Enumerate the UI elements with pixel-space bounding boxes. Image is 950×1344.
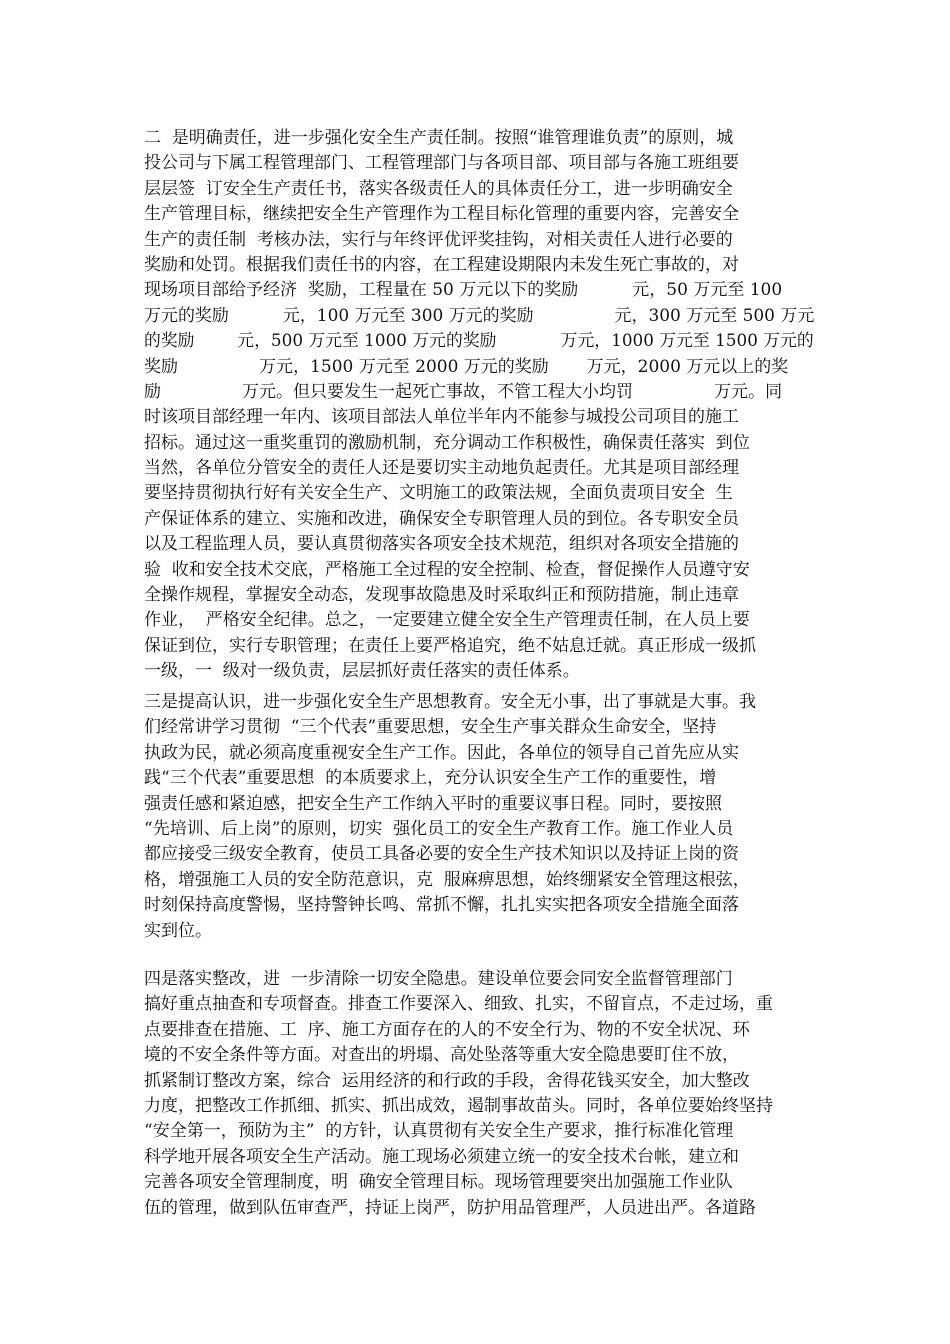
text-line: 以及工程监理人员，要认真贯彻落实各项安全技术规范，组织对各项安全措施的 xyxy=(144,534,739,555)
text-line: 万元的奖励 元，100 万元至 300 万元的奖励 元，300 万元至 500 万元 xyxy=(144,305,815,326)
text-line: 作业， 严格安全纪律。总之，一定要建立健全安全生产管理责任制，在人员上要 xyxy=(144,610,750,631)
text-line: 四是落实整改，进 一步清除一切安全隐患。建设单位要会同安全监督管理部门 xyxy=(144,969,733,989)
text-line: 力度，把整改工作抓细、抓实、抓出成效，遏制事故苗头。同时，各单位要始终坚持 xyxy=(144,1095,773,1116)
text-line: 强责任感和紧迫感，把安全生产工作纳入平时的重要议事日程。同时，要按照 xyxy=(144,793,722,814)
text-line: 伍的管理，做到队伍审查严，持证上岗严，防护用品管理严，人员进出严。各道路 xyxy=(144,1197,756,1218)
text-line: 搞好重点抽查和专项督查。排查工作要深入、细致、扎实，不留盲点，不走过场，重 xyxy=(144,994,773,1015)
text-line: 验 收和安全技术交底，严格施工全过程的安全控制、检查，督促操作人员遵守安 xyxy=(144,559,750,580)
paragraph-awareness xyxy=(144,690,814,944)
text-line: 生产管理目标，继续把安全生产管理作为工程目标化管理的重要内容，完善安全 xyxy=(144,204,739,225)
text-line: 招标。通过这一重奖重罚的激励机制，充分调动工作积极性，确保责任落实 到位 xyxy=(144,432,750,453)
text-line: “先培训、后上岗”的原则，切实 强化员工的安全生产教育工作。施工作业人员 xyxy=(144,818,734,839)
paragraph-rectification xyxy=(144,967,814,1221)
text-line: 奖励 万元，1500 万元至 2000 万元的奖励 万元，2000 万元以上的奖 xyxy=(144,356,789,377)
text-line: 执政为民，就必须高度重视安全生产工作。因此，各单位的领导自己首先应从实 xyxy=(144,742,739,763)
text-line: 产保证体系的建立、实施和改进，确保安全专职管理人员的到位。各专职安全员 xyxy=(144,508,739,529)
text-line: 保证到位，实行专职管理；在责任上要严格追究，绝不姑息迁就。真正形成一级抓 xyxy=(144,635,756,656)
text-line: 全操作规程，掌握安全动态，发现事故隐患及时采取纠正和预防措施，制止违章 xyxy=(144,585,739,606)
text-line: 生产的责任制 考核办法，实行与年终评优评奖挂钩，对相关责任人进行必要的 xyxy=(144,229,733,250)
text-line: 的奖励 元，500 万元至 1000 万元的奖励 万元，1000 万元至 1500 万元的 xyxy=(144,331,814,352)
text-line: 境的不安全条件等方面。对查出的坍塌、高处坠落等重大安全隐患要盯住不放， xyxy=(144,1045,739,1066)
text-line: “安全第一，预防为主” 的方针，认真贯彻有关安全生产要求，推行标准化管理 xyxy=(144,1121,734,1142)
text-line: 都应接受三级安全教育，使员工具备必要的安全生产技术知识以及持证上岗的资 xyxy=(144,844,739,865)
text-line: 们经常讲学习贯彻 “三个代表”重要思想，安全生产事关群众生命安全，坚持 xyxy=(144,717,717,738)
text-line: 奖励和处罚。根据我们责任书的内容，在工程建设期限内未发生死亡事故的，对 xyxy=(144,254,739,275)
text-line: 格，增强施工人员的安全防范意识，克 服麻痹思想，始终绷紧安全管理这根弦， xyxy=(144,869,750,890)
text-line: 完善各项安全管理制度，明 确安全管理目标。现场管理要突出加强施工作业队 xyxy=(144,1172,733,1193)
text-line: 当然，各单位分管安全的责任人还是要切实主动地负起责任。尤其是项目部经理 xyxy=(144,458,739,479)
paragraph-responsibility xyxy=(144,126,814,685)
text-line: 一级，一 级对一级负责，层层抓好责任落实的责任体系。 xyxy=(144,661,580,682)
text-line: 励 万元。但只要发生一起死亡事故，不管工程大小均罚 万元。同 xyxy=(144,381,783,402)
text-line: 二 是明确责任，进一步强化安全生产责任制。按照“谁管理谁负责”的原则，城 xyxy=(144,128,734,148)
text-line: 时该项目部经理一年内、该项目部法人单位半年内不能参与城投公司项目的施工 xyxy=(144,407,739,428)
text-line: 层层签 订安全生产责任书，落实各级责任人的具体责任分工，进一步明确安全 xyxy=(144,178,733,199)
text-line: 科学地开展各项安全生产活动。施工现场必须建立统一的安全技术台帐，建立和 xyxy=(144,1146,739,1167)
text-line: 实到位。 xyxy=(144,920,212,941)
text-line: 时刻保持高度警惕，坚持警钟长鸣、常抓不懈，扎扎实实把各项安全措施全面落 xyxy=(144,895,739,916)
text-line: 要坚持贯彻执行好有关安全生产、文明施工的政策法规，全面负责项目安全 生 xyxy=(144,483,733,504)
text-line: 现场项目部给予经济 奖励，工程量在 50 万元以下的奖励 元，50 万元至 100 xyxy=(144,280,783,301)
text-line: 投公司与下属工程管理部门、工程管理部门与各项目部、项目部与各施工班组要 xyxy=(144,153,739,174)
text-line: 点要排查在措施、工 序、施工方面存在的人的不安全行为、物的不安全状况、环 xyxy=(144,1019,750,1040)
text-line: 抓紧制订整改方案，综合 运用经济的和行政的手段，舍得花钱买安全，加大整改 xyxy=(144,1070,750,1091)
text-line: 践“三个代表”重要思想 的本质要求上，充分认识安全生产工作的重要性，增 xyxy=(144,768,717,789)
text-line: 三是提高认识，进一步强化安全生产思想教育。安全无小事，出了事就是大事。我 xyxy=(144,692,756,712)
